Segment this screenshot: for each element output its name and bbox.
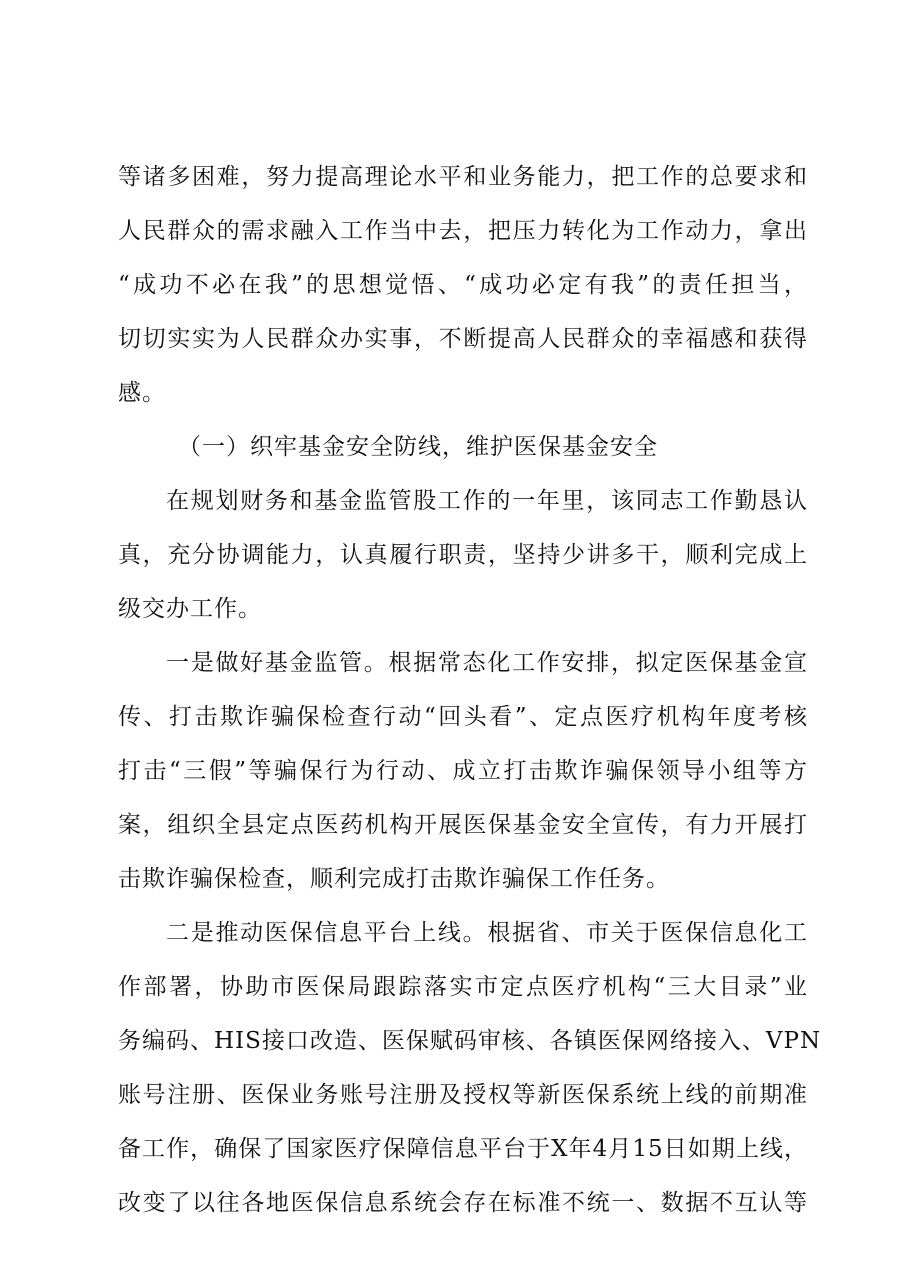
section-heading: （一）织牢基金安全防线，维护医保基金安全 [178,434,658,460]
paragraph-line: 备工作，确保了国家医疗保障信息平台于X年4月15日如期上线， [118,1136,808,1162]
paragraph-line: 感。 [118,380,166,406]
paragraph-line: 人民群众的需求融入工作当中去，把压力转化为工作动力，拿出 [118,218,808,244]
paragraph-line: 一是做好基金监管。根据常态化工作安排，拟定医保基金宣 [166,650,808,676]
paragraph-line: 在规划财务和基金监管股工作的一年里，该同志工作勤恳认 [166,488,808,514]
paragraph-line: 传、打击欺诈骗保检查行动“回头看”、定点医疗机构年度考核 [118,704,808,730]
paragraph-line: 打击“三假”等骗保行为行动、成立打击欺诈骗保领导小组等方 [118,758,808,784]
paragraph-line: 真，充分协调能力，认真履行职责，坚持少讲多干，顺利完成上 [118,542,808,568]
paragraph-line: 二是推动医保信息平台上线。根据省、市关于医保信息化工 [166,920,808,946]
paragraph-line: 务编码、HIS接口改造、医保赋码审核、各镇医保网络接入、VPN [118,1028,822,1054]
document-body [118,150,822,1230]
paragraph-line: 改变了以往各地医保信息系统会存在标准不统一、数据不互认等 [118,1190,808,1216]
paragraph-line: 等诸多困难，努力提高理论水平和业务能力，把工作的总要求和 [118,164,808,190]
paragraph-line: 案，组织全县定点医药机构开展医保基金安全宣传，有力开展打 [118,812,808,838]
paragraph-line: 切切实实为人民群众办实事，不断提高人民群众的幸福感和获得 [118,326,808,352]
paragraph-line: 作部署，协助市医保局跟踪落实市定点医疗机构“三大目录”业 [118,974,808,1000]
paragraph-line: “成功不必在我”的思想觉悟、“成功必定有我”的责任担当， [118,272,808,298]
paragraph-line: 击欺诈骗保检查，顺利完成打击欺诈骗保工作任务。 [118,866,670,892]
paragraph-line: 账号注册、医保业务账号注册及授权等新医保系统上线的前期准 [118,1082,808,1108]
paragraph-line: 级交办工作。 [118,596,262,622]
